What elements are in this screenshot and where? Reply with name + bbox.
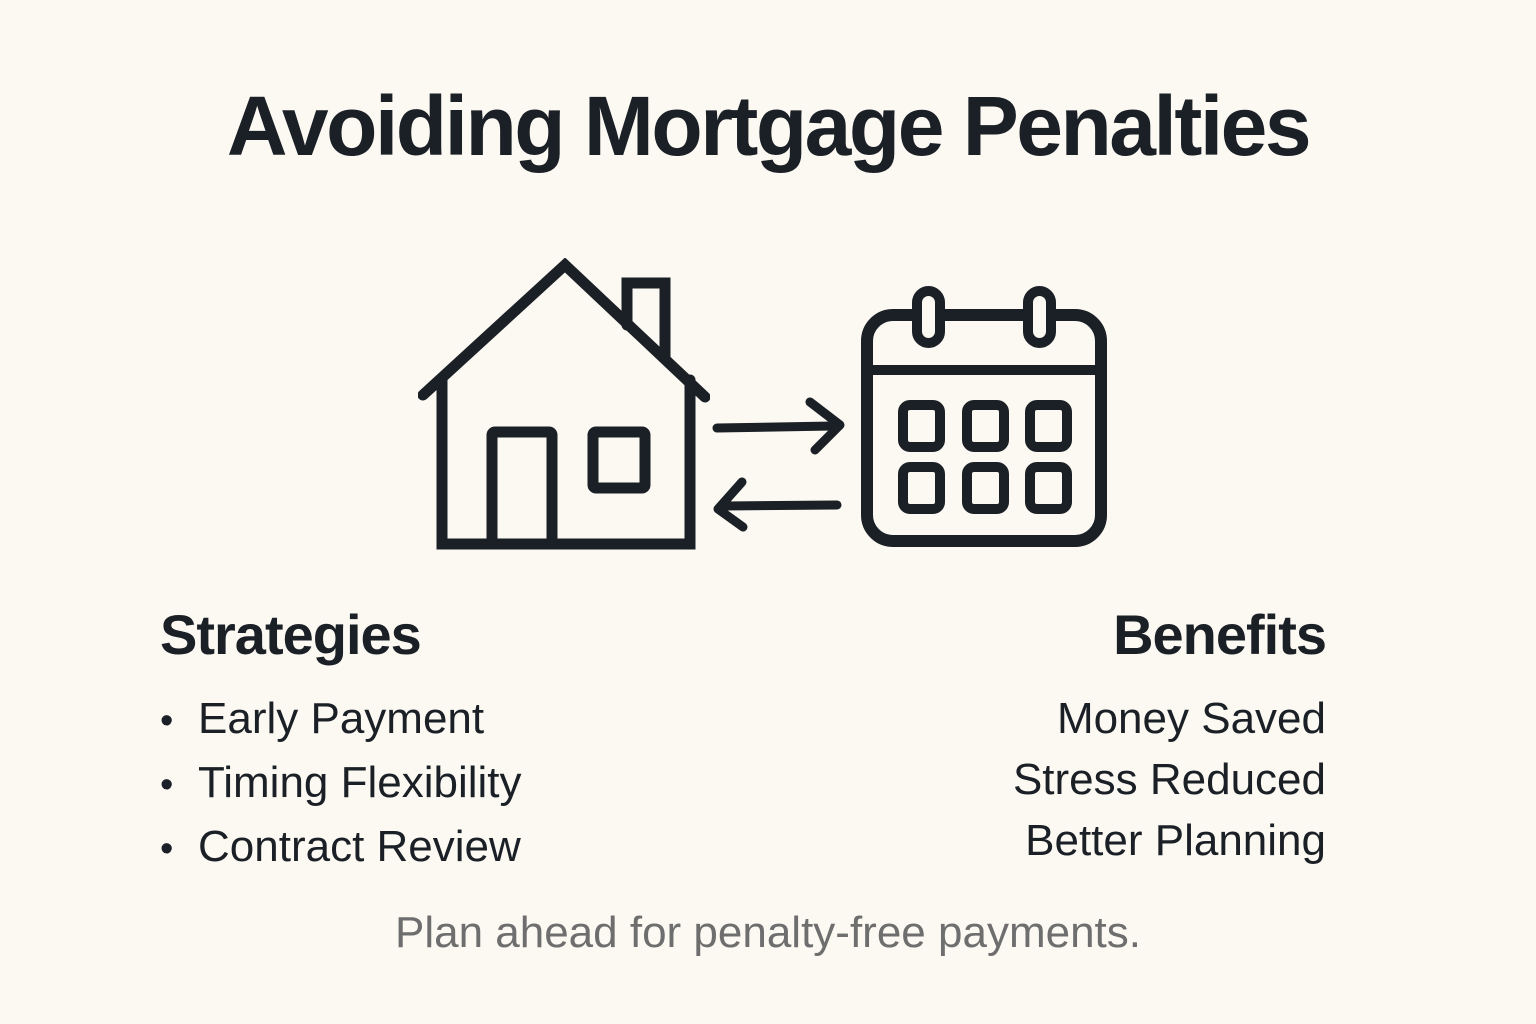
strategy-label: Early Payment (198, 694, 485, 743)
benefit-label: Better Planning (1025, 816, 1326, 865)
house-door (492, 432, 552, 544)
house-icon (418, 258, 710, 550)
list-item (1013, 749, 1326, 810)
footer-tagline: Plan ahead for penalty-free payments. (394, 908, 1141, 957)
house-window (593, 432, 645, 488)
calendar-icon (860, 286, 1108, 548)
calendar-cell (903, 405, 940, 447)
calendar-ring-right (1028, 291, 1051, 343)
calendar-cell (1030, 405, 1067, 447)
house-walls (442, 380, 690, 544)
list-item (160, 688, 522, 752)
strategy-label: Contract Review (198, 822, 521, 871)
benefits-list (1013, 688, 1326, 871)
benefit-label: Money Saved (1056, 694, 1326, 743)
strategy-label: Timing Flexibility (198, 758, 522, 807)
calendar-cell (967, 405, 1004, 447)
list-item (1013, 688, 1326, 749)
arrow-left-shaft (725, 505, 837, 506)
strategies-heading: Strategies (160, 603, 421, 666)
bullet-dot: • (160, 700, 174, 742)
calendar-cell (903, 467, 940, 509)
calendar-cell (967, 467, 1004, 509)
list-item (160, 752, 522, 816)
calendar-ring-left (917, 291, 940, 343)
strategies-list (160, 688, 522, 880)
list-item (160, 816, 522, 880)
arrow-right-shaft (717, 426, 833, 428)
bullet-dot: • (160, 764, 174, 806)
list-item (1013, 810, 1326, 871)
exchange-arrows-icon (706, 392, 856, 537)
calendar-cell (1030, 467, 1067, 509)
benefits-heading: Benefits (1113, 603, 1326, 666)
benefit-label: Stress Reduced (1012, 755, 1326, 804)
bullet-dot: • (160, 828, 174, 870)
page-title: Avoiding Mortgage Penalties (226, 79, 1310, 173)
